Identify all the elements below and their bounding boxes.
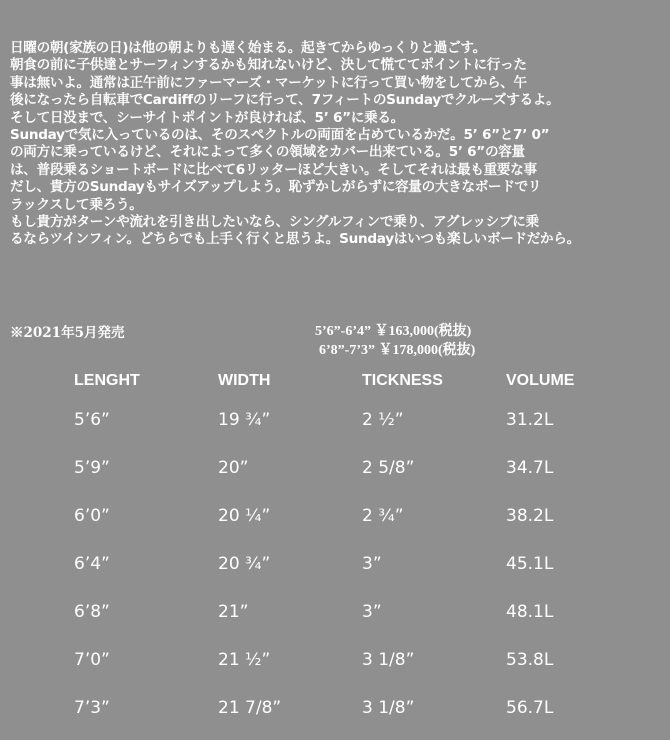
- header-length: LENGHT: [74, 372, 140, 389]
- header-width: WIDTH: [218, 372, 271, 389]
- cell-length: 5’6”: [74, 410, 110, 430]
- price-line: 6’8”-7’3” ￥178,000(税抜): [319, 343, 476, 358]
- cell-length: 5’9”: [74, 458, 110, 478]
- cell-width: 20 ¾”: [218, 554, 271, 574]
- cell-volume: 53.8L: [506, 650, 554, 670]
- cell-volume: 34.7L: [506, 458, 554, 478]
- cell-thickness: 2 ¾”: [362, 506, 404, 526]
- description-line: だし、貴方のSundayもサイズアップしよう。恥ずかしがらずに容量の大きなボードでリ: [10, 179, 542, 196]
- spec-table: [0, 366, 670, 740]
- table-row: [0, 500, 670, 548]
- cell-length: 6’8”: [74, 602, 110, 622]
- cell-volume: 45.1L: [506, 554, 554, 574]
- cell-volume: 31.2L: [506, 410, 554, 430]
- description-line: ラックスして乗ろう。: [10, 196, 143, 213]
- cell-length: 7’0”: [74, 650, 110, 670]
- description-line: は、普段乗るショートボードに比べて6リッターほど大きい。そしてそれは最も重要な事: [10, 161, 537, 178]
- cell-width: 19 ¾”: [218, 410, 271, 430]
- cell-length: 6’4”: [74, 554, 110, 574]
- header-volume: VOLUME: [506, 372, 575, 389]
- header-thickness: TICKNESS: [362, 372, 443, 389]
- cell-thickness: 3 1/8”: [362, 698, 415, 718]
- description-line: もし貴方がターンや流れを引き出したいなら、シングルフィンで乗り、アグレッシブに乗: [10, 214, 539, 231]
- table-row: [0, 692, 670, 740]
- cell-width: 21 ½”: [218, 650, 271, 670]
- description-line: Sundayで気に入っているのは、そのスペクトルの両面を占めているかだ。5’ 6”と7’ 0”: [10, 127, 550, 144]
- table-row: [0, 452, 670, 500]
- release-note: ※2021年5月発売: [10, 325, 125, 341]
- price-list: [315, 322, 475, 360]
- cell-width: 21 7/8”: [218, 698, 282, 718]
- cell-width: 21”: [218, 602, 249, 622]
- table-header-row: [0, 366, 670, 404]
- cell-width: 20 ¼”: [218, 506, 271, 526]
- cell-width: 20”: [218, 458, 249, 478]
- table-row: [0, 548, 670, 596]
- cell-length: 7’3”: [74, 698, 110, 718]
- description-line: そして日没まで、シーサイトポイントが良ければ、5’ 6”に乗る。: [10, 109, 404, 126]
- cell-volume: 48.1L: [506, 602, 554, 622]
- description-line: 事は無いよ。通常は正午前にファーマーズ・マーケットに行って買い物をしてから、午: [10, 74, 527, 91]
- price-line: 5’6”-6’4” ￥163,000(税抜): [315, 324, 472, 339]
- description-line: 朝食の前に子供達とサーフィンするかも知れないけど、決して慌ててポイントに行った: [10, 57, 527, 74]
- description-line: の両方に乗っているけど、それによって多くの領域をカバー出来ている。5’ 6”の容量: [10, 144, 525, 161]
- cell-thickness: 3”: [362, 602, 382, 622]
- table-row: [0, 404, 670, 452]
- table-row: [0, 596, 670, 644]
- table-row: [0, 644, 670, 692]
- description-line: 後になったら自転車でCardiffのリーフに行って、7フィートのSundayでクルーズするよ。: [10, 92, 560, 109]
- cell-length: 6’0”: [74, 506, 110, 526]
- cell-volume: 56.7L: [506, 698, 554, 718]
- cell-thickness: 2 ½”: [362, 410, 404, 430]
- description-text: [10, 40, 666, 249]
- description-line: るならツインフィン。どちらでも上手く行くと思うよ。Sundayはいつも楽しいボードだから。: [10, 231, 580, 248]
- cell-thickness: 2 5/8”: [362, 458, 415, 478]
- description-line: 日曜の朝(家族の日)は他の朝よりも遅く始まる。起きてからゆっくりと過ごす。: [10, 40, 486, 56]
- cell-thickness: 3 1/8”: [362, 650, 415, 670]
- cell-thickness: 3”: [362, 554, 382, 574]
- cell-volume: 38.2L: [506, 506, 554, 526]
